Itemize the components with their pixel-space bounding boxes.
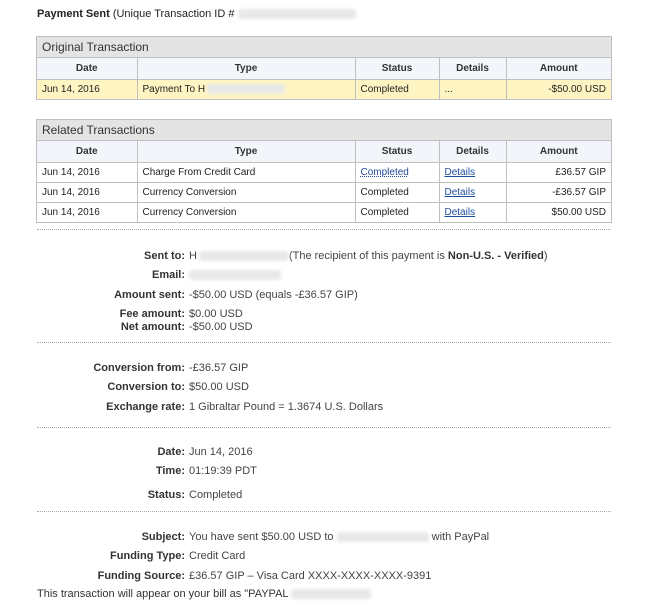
time-label: Time: <box>155 465 185 477</box>
table-row <box>37 203 611 223</box>
date-label: Date: <box>157 446 185 458</box>
funding-source-label: Funding Source: <box>97 570 185 582</box>
fee-value: $0.00 USD <box>189 308 243 320</box>
row-status: Completed <box>355 80 439 100</box>
redacted-recipient-name <box>199 251 289 261</box>
col-amount: Amount <box>506 58 611 80</box>
subject-post: with PayPal <box>431 531 490 543</box>
page-header <box>37 8 356 20</box>
exchange-rate-value: 1 Gibraltar Pound = 1.3674 U.S. Dollars <box>189 401 384 413</box>
sent-to-label: Sent to: <box>144 250 185 262</box>
col-type: Type <box>137 58 355 80</box>
row-amount: -£36.57 GIP <box>506 183 611 203</box>
row-type: Charge From Credit Card <box>137 163 355 183</box>
net-label: Net amount: <box>120 321 185 333</box>
original-transaction-title: Original Transaction <box>37 37 611 58</box>
row-type: Currency Conversion <box>137 203 355 223</box>
row-status: Completed <box>355 183 439 203</box>
row-details-link[interactable]: Details <box>439 203 506 223</box>
status-label: Status: <box>147 489 185 501</box>
sent-to-value: H <box>189 250 197 262</box>
time-value: 01:19:39 PDT <box>189 465 257 477</box>
email-label: Email: <box>151 269 185 281</box>
col-status: Status <box>355 141 439 163</box>
row-details-link[interactable]: Details <box>439 163 506 183</box>
subject-pre: You have sent $50.00 USD to <box>189 531 334 543</box>
recipient-verification: Non-U.S. - Verified <box>447 250 544 262</box>
transaction-id-label: (Unique Transaction ID # <box>112 8 235 20</box>
divider <box>37 511 611 512</box>
status-value: Completed <box>189 489 243 501</box>
row-date: Jun 14, 2016 <box>37 183 137 203</box>
conversion-from-label: Conversion from: <box>93 362 185 374</box>
col-date: Date <box>37 141 137 163</box>
row-amount: $50.00 USD <box>506 203 611 223</box>
redacted-recipient <box>207 84 285 94</box>
bill-note-row <box>37 587 371 601</box>
redacted-email <box>189 270 281 280</box>
col-type: Type <box>137 141 355 163</box>
table-row <box>37 163 611 183</box>
col-amount: Amount <box>506 141 611 163</box>
amount-sent-value: -$50.00 USD (equals -£36.57 GIP) <box>189 289 358 301</box>
subject-label: Subject: <box>141 531 185 543</box>
redacted-recipient-name <box>337 532 429 542</box>
row-type: Currency Conversion <box>137 183 355 203</box>
conversion-to-value: $50.00 USD <box>189 381 249 393</box>
row-status: Completed <box>355 203 439 223</box>
table-row <box>37 80 611 100</box>
original-transaction-table <box>36 36 612 100</box>
row-date: Jun 14, 2016 <box>37 203 137 223</box>
bill-note: This transaction will appear on your bill as "PAYPAL <box>37 588 289 600</box>
conversion-to-label: Conversion to: <box>107 381 185 393</box>
page-title: Payment Sent <box>37 8 110 20</box>
divider <box>37 427 611 428</box>
related-transactions-table <box>36 119 612 223</box>
recipient-note-post: ) <box>543 250 548 262</box>
row-details-link[interactable]: ... <box>439 80 506 100</box>
divider <box>37 229 611 230</box>
related-transactions-title: Related Transactions <box>37 120 611 141</box>
redacted-transaction-id <box>238 9 356 19</box>
divider <box>37 342 611 343</box>
net-value: -$50.00 USD <box>189 321 253 333</box>
row-details-link[interactable]: Details <box>439 183 506 203</box>
table-row <box>37 183 611 203</box>
fee-label: Fee amount: <box>119 308 185 320</box>
row-type: Payment To H <box>137 80 355 100</box>
funding-source-value: £36.57 GIP – Visa Card XXXX-XXXX-XXXX-9391 <box>189 570 432 582</box>
row-date: Jun 14, 2016 <box>37 163 137 183</box>
amount-sent-label: Amount sent: <box>114 289 185 301</box>
row-status-link[interactable]: Completed <box>355 163 439 183</box>
col-details: Details <box>439 58 506 80</box>
exchange-rate-label: Exchange rate: <box>106 401 185 413</box>
row-amount: £36.57 GIP <box>506 163 611 183</box>
funding-type-label: Funding Type: <box>110 550 185 562</box>
recipient-note-pre: (The recipient of this payment is <box>288 250 448 262</box>
col-date: Date <box>37 58 137 80</box>
redacted-bill-name <box>291 589 371 599</box>
conversion-from-value: -£36.57 GIP <box>189 362 249 374</box>
col-details: Details <box>439 141 506 163</box>
funding-type-value: Credit Card <box>189 550 246 562</box>
col-status: Status <box>355 58 439 80</box>
date-value: Jun 14, 2016 <box>189 446 253 458</box>
row-date: Jun 14, 2016 <box>37 80 137 100</box>
table-header-row <box>37 58 611 80</box>
row-amount: -$50.00 USD <box>506 80 611 100</box>
table-header-row <box>37 141 611 163</box>
